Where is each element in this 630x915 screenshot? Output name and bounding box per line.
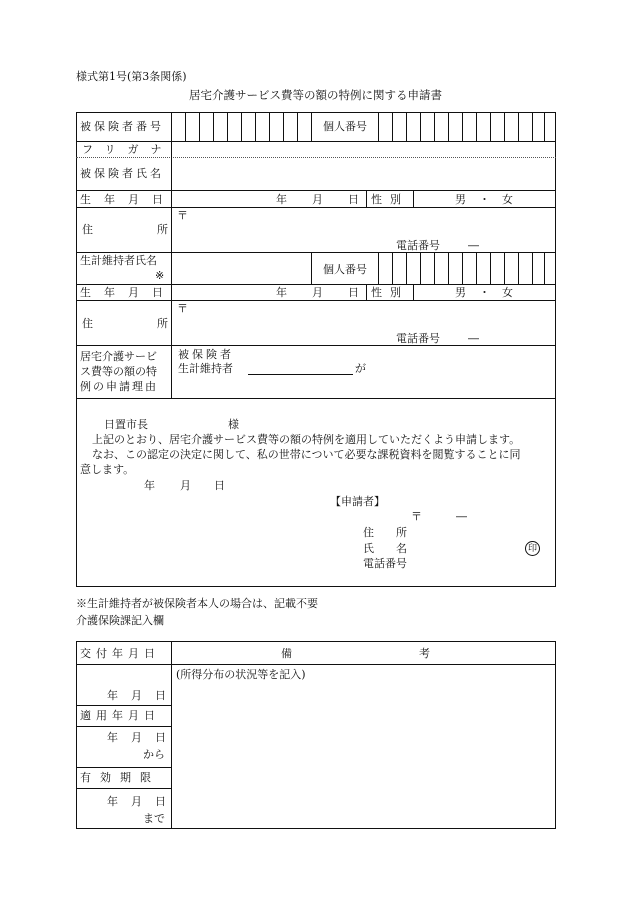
footnote: ※生計維持者が被保険者本人の場合は、記載不要	[76, 597, 318, 610]
reason-insured: 被保険者	[178, 348, 234, 361]
maintainer-sex-male: 男	[455, 286, 466, 299]
office-table	[76, 641, 556, 829]
statement-year: 年	[144, 479, 155, 492]
maintainer-birth-day: 日	[348, 286, 359, 299]
office-heading: 介護保険課記入欄	[76, 614, 164, 627]
addressee-honorific: 様	[228, 418, 239, 431]
maintainer-sex-female: 女	[502, 286, 513, 299]
applicant-postal-dash: ―	[456, 510, 467, 523]
applicant-name-2: 名	[396, 542, 407, 555]
statement-day: 日	[214, 479, 225, 492]
maintainer-phone-label: 電話番号	[396, 332, 440, 345]
apply-date-label: 適用年月日	[80, 709, 160, 722]
maintainer-birth-month: 月	[312, 286, 323, 299]
reason-maintainer: 生計維持者	[178, 362, 233, 375]
statement-month: 月	[180, 479, 191, 492]
addressee: 日置市長	[104, 418, 148, 431]
valid-day: 日	[155, 795, 166, 808]
remarks-label-1: 備	[281, 647, 292, 660]
valid-label: 有効期限	[80, 771, 160, 784]
sex-dot: ・	[479, 193, 490, 206]
issue-month: 月	[131, 689, 142, 702]
apply-year: 年	[107, 731, 118, 744]
insured-number-label: 被保険者番号	[80, 120, 164, 133]
sex-male: 男	[455, 193, 466, 206]
maintainer-sex-label: 性別	[371, 286, 409, 299]
applicant-name-1: 氏	[363, 542, 374, 555]
maintainer-birth-year: 年	[276, 286, 287, 299]
form-number: 様式第1号(第3条関係)	[76, 70, 187, 83]
statement-line2: なお、この認定の決定に関して、私の世帯について必要な課税資料を閲覧することに同	[92, 448, 521, 461]
address-label-2: 所	[157, 223, 168, 236]
valid-month: 月	[131, 795, 142, 808]
maintainer-address-label-2: 所	[157, 317, 168, 330]
valid-until: まで	[143, 812, 165, 825]
furigana-label: フリガナ	[82, 143, 174, 156]
apply-day: 日	[155, 731, 166, 744]
sex-female: 女	[502, 193, 513, 206]
apply-from: から	[143, 748, 165, 761]
applicant-address-2: 所	[396, 526, 407, 539]
applicant-heading: 【申請者】	[330, 495, 385, 508]
reason-label-line2: ス費等の額の特	[80, 365, 157, 378]
insured-name-label: 被保険者氏名	[80, 167, 164, 180]
statement-line1: 上記のとおり、居宅介護サービス費等の額の特例を適用していただくよう申請します。	[92, 433, 521, 446]
maintainer-postal-mark: 〒	[177, 302, 188, 315]
personal-number-label: 個人番号	[323, 120, 367, 133]
apply-month: 月	[131, 731, 142, 744]
birth-month: 月	[312, 193, 323, 206]
issue-day: 日	[155, 689, 166, 702]
maintainer-personal-number-label: 個人番号	[323, 263, 367, 276]
maintainer-name-label: 生計維持者氏名	[80, 254, 157, 267]
issue-date-label: 交付年月日	[80, 647, 160, 660]
maintainer-mark: ※	[155, 269, 165, 282]
remarks-note: (所得分布の状況等を記入)	[176, 668, 306, 681]
reason-label-line1: 居宅介護サービ	[80, 350, 157, 363]
phone-dash: ―	[468, 239, 479, 252]
maintainer-birthdate-label: 生年月日	[80, 286, 176, 299]
maintainer-phone-dash: ―	[468, 332, 479, 345]
applicant-phone: 電話番号	[363, 557, 407, 570]
applicant-postal-mark: 〒	[411, 510, 422, 523]
issue-year: 年	[107, 689, 118, 702]
form-title: 居宅介護サービス費等の額の特例に関する申請書	[189, 88, 442, 102]
reason-label-line3: 例の申請理由	[80, 380, 158, 393]
applicant-address-1: 住	[363, 526, 374, 539]
birthdate-label: 生年月日	[80, 193, 176, 206]
statement-line3: 意します。	[80, 463, 135, 476]
valid-year: 年	[107, 795, 118, 808]
address-label-1: 住	[82, 223, 93, 236]
postal-mark: 〒	[177, 209, 188, 222]
seal-stamp: 印	[525, 541, 540, 556]
birth-day: 日	[348, 193, 359, 206]
maintainer-address-label-1: 住	[82, 317, 93, 330]
maintainer-sex-dot: ・	[479, 286, 490, 299]
sex-label: 性別	[371, 193, 409, 206]
birth-year: 年	[276, 193, 287, 206]
remarks-label-2: 考	[419, 647, 430, 660]
phone-label: 電話番号	[396, 239, 440, 252]
reason-ga: が	[355, 362, 366, 375]
